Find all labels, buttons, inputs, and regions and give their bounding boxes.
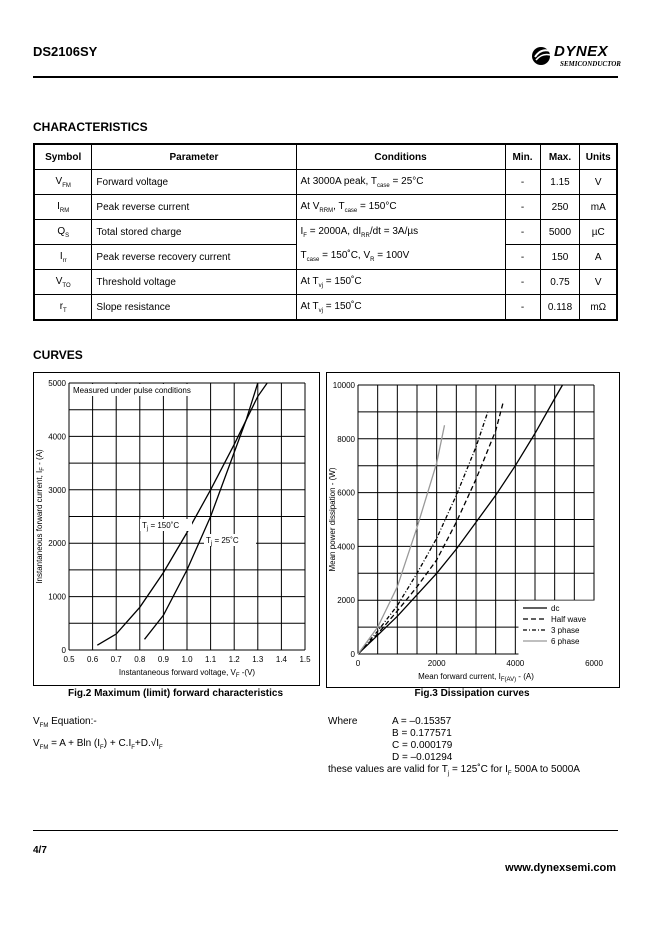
- page-number: 4/7: [33, 845, 47, 856]
- condition-part: T: [300, 250, 307, 262]
- conditions-cell: [296, 170, 505, 195]
- x-tick-label: 6000: [585, 659, 603, 668]
- parameter-cell: Peak reverse recovery current: [92, 245, 296, 270]
- table-row: [34, 220, 617, 245]
- x-label-text: Instantaneous forward voltage, V: [118, 668, 236, 677]
- min-cell: -: [505, 270, 540, 295]
- validity-part: these values are valid for T: [328, 764, 448, 775]
- eq-title-sym: V: [33, 716, 40, 727]
- min-cell: -: [505, 195, 540, 220]
- series-label-t: T: [206, 536, 211, 545]
- coef-b: B = 0.177571: [392, 728, 452, 739]
- fig2-caption: Fig.2 Maximum (limit) forward characteristics: [67, 688, 284, 699]
- coefficients: [392, 716, 452, 764]
- characteristics-table: [33, 143, 618, 321]
- symbol: Q: [57, 225, 66, 237]
- column-header: Conditions: [296, 144, 505, 170]
- formula-part: F: [100, 745, 104, 751]
- x-axis-label: [119, 668, 256, 679]
- formula-part: F: [131, 745, 135, 751]
- x-tick-label: 0.8: [134, 655, 146, 664]
- symbol: r: [59, 300, 64, 312]
- condition-part: F: [303, 232, 307, 239]
- y-tick-label: 0: [61, 646, 66, 655]
- footer-rule: [33, 830, 618, 831]
- x-tick-label: 0: [355, 659, 361, 668]
- unit-cell: V: [580, 170, 617, 195]
- symbol-subscript: S: [65, 232, 70, 239]
- formula-part: +D.√I: [134, 738, 160, 749]
- condition-part: RR: [361, 232, 370, 239]
- x-tick-label: 1.5: [299, 655, 311, 664]
- y-tick-label: 2000: [48, 539, 66, 549]
- series-label-t: T: [142, 521, 147, 530]
- where-label: Where: [328, 716, 358, 727]
- condition-part: vj: [318, 282, 323, 289]
- symbol-subscript: rr: [62, 257, 67, 264]
- unit-cell: µC: [580, 220, 617, 245]
- symbol-subscript: FM: [62, 182, 71, 189]
- condition-part: = 150°C: [357, 200, 397, 212]
- validity-part: j: [447, 771, 450, 777]
- parameter-cell: Peak reverse current: [92, 195, 296, 220]
- series-line-tj-25-c: [145, 383, 258, 639]
- coef-c: C = 0.000179: [392, 740, 453, 751]
- x-tick-label: 1.0: [181, 655, 193, 664]
- condition-part: = 100V: [374, 250, 410, 262]
- logo-brand: DYNEX: [554, 43, 609, 60]
- legend-label: 3 phase: [551, 626, 580, 635]
- x-label-text: Mean forward current, I: [418, 672, 501, 681]
- x-label-suffix: - (A): [516, 672, 534, 681]
- column-header: Max.: [540, 144, 580, 170]
- legend-label: Half wave: [551, 615, 587, 624]
- series-line-tj-150-c: [97, 383, 267, 645]
- validity-part: = 125˚C for I: [449, 764, 508, 775]
- max-cell: 1.15: [540, 170, 580, 195]
- x-tick-label: 4000: [506, 659, 525, 668]
- x-tick-label: 0.5: [63, 655, 75, 664]
- condition-part: RRM: [319, 207, 334, 214]
- pulse-annotation: Measured under pulse conditions: [73, 386, 191, 395]
- formula-part: ) + C.I: [103, 738, 132, 749]
- x-label-sub: F(AV): [500, 677, 517, 683]
- document-id: DS2106SY: [33, 44, 98, 59]
- equation-formula: [33, 738, 163, 751]
- condition-part: = 150˚C, V: [319, 250, 371, 262]
- condition-part: R: [370, 257, 375, 264]
- condition-part: = 25°C: [389, 175, 424, 187]
- max-cell: 0.118: [540, 295, 580, 321]
- eq-title-sub: FM: [39, 723, 49, 729]
- condition-part: /dt = 3A/µs: [369, 225, 419, 237]
- fig2-chart-frame: [33, 372, 320, 686]
- condition-part: I: [300, 225, 304, 237]
- formula-part: FM: [39, 745, 49, 751]
- y-tick-label: 1000: [48, 592, 66, 602]
- y-tick-label: 0: [350, 650, 355, 659]
- symbol-cell: [34, 245, 92, 270]
- coef-d: D = –0.01294: [392, 752, 453, 763]
- x-tick-label: 0.9: [157, 655, 169, 664]
- fig3-chart: [327, 373, 619, 687]
- symbol-subscript: RM: [59, 207, 70, 214]
- fig3-chart-frame: [326, 372, 620, 688]
- x-label-suffix: -(V): [239, 668, 256, 677]
- formula-part: = A + Bln (I: [48, 738, 101, 749]
- x-axis-label: [418, 672, 534, 683]
- max-cell: 250: [540, 195, 580, 220]
- x-tick-label: 1.3: [252, 655, 264, 664]
- condition-part: case: [377, 182, 390, 189]
- table-row: [34, 295, 617, 321]
- max-cell: 150: [540, 245, 580, 270]
- validity-note: [328, 764, 580, 777]
- symbol-cell: [34, 195, 92, 220]
- column-header: Symbol: [34, 144, 92, 170]
- x-tick-label: 0.7: [110, 655, 122, 664]
- y-tick-label: 4000: [337, 542, 355, 552]
- condition-part: case: [306, 257, 320, 264]
- y-tick-label: 8000: [337, 434, 355, 444]
- parameter-cell: Slope resistance: [92, 295, 296, 321]
- column-header: Parameter: [92, 144, 296, 170]
- condition-part: , T: [333, 200, 345, 212]
- table-header-row: [34, 144, 617, 170]
- equation-title: [33, 716, 97, 729]
- table-row: [34, 195, 617, 220]
- y-label-sub: F: [40, 467, 46, 471]
- symbol-cell: [34, 170, 92, 195]
- logo-swoosh-icon: [530, 45, 552, 65]
- dynex-logo: [530, 45, 620, 73]
- condition-part: At V: [300, 200, 320, 212]
- column-header: Min.: [505, 144, 540, 170]
- y-tick-label: 2000: [337, 596, 355, 606]
- eq-title-rest: Equation:-: [48, 716, 97, 727]
- unit-cell: A: [580, 245, 617, 270]
- website-url: www.dynexsemi.com: [505, 862, 616, 874]
- logo-sub: SEMICONDUCTOR: [560, 60, 621, 68]
- section-characteristics: CHARACTERISTICS: [33, 120, 148, 134]
- fig3-caption: Fig.3 Dissipation curves: [414, 688, 530, 699]
- max-cell: 5000: [540, 220, 580, 245]
- symbol: I: [59, 250, 63, 262]
- formula-part: F: [159, 745, 163, 751]
- y-tick-label: 10000: [332, 381, 355, 390]
- condition-part: At T: [300, 275, 319, 287]
- conditions-cell: [296, 270, 505, 295]
- min-cell: -: [505, 170, 540, 195]
- legend-label: dc: [551, 604, 560, 613]
- table-row: [34, 170, 617, 195]
- y-label-suffix: - (A): [35, 449, 44, 468]
- conditions-cell: [296, 295, 505, 321]
- condition-part: At T: [300, 300, 319, 312]
- symbol-cell: [34, 220, 92, 245]
- y-axis-label: [35, 449, 46, 584]
- symbol: V: [55, 175, 63, 187]
- symbol: I: [57, 200, 60, 212]
- unit-cell: mΩ: [580, 295, 617, 321]
- x-tick-label: 1.4: [275, 655, 287, 664]
- min-cell: -: [505, 295, 540, 321]
- parameter-cell: Forward voltage: [92, 170, 296, 195]
- conditions-cell: [296, 245, 505, 270]
- min-cell: -: [505, 220, 540, 245]
- x-tick-label: 0.6: [87, 655, 99, 664]
- x-tick-label: 1.1: [205, 655, 217, 664]
- column-header: Units: [580, 144, 617, 170]
- y-tick-label: 5000: [48, 379, 66, 388]
- conditions-cell: [296, 220, 505, 245]
- y-label-text: Mean power dissipation - (W): [328, 467, 337, 572]
- unit-cell: mA: [580, 195, 617, 220]
- condition-part: = 2000A, dI: [306, 225, 362, 237]
- validity-part: 500A to 5000A: [511, 764, 580, 775]
- condition-part: = 150˚C: [323, 275, 362, 287]
- x-tick-label: 1.2: [228, 655, 240, 664]
- series-label-suffix: = 25˚C: [212, 536, 239, 545]
- symbol: V: [55, 275, 63, 287]
- conditions-cell: [296, 195, 505, 220]
- y-label-text: Instantaneous forward current, I: [35, 470, 44, 584]
- condition-part: case: [344, 207, 358, 214]
- parameter-cell: Total stored charge: [92, 220, 296, 245]
- condition-part: = 150˚C: [323, 300, 362, 312]
- formula-part: V: [33, 738, 40, 749]
- series-label-sub: j: [210, 541, 213, 547]
- condition-part: At 3000A peak, T: [300, 175, 378, 187]
- series-label-sub: j: [146, 526, 149, 532]
- min-cell: -: [505, 245, 540, 270]
- x-tick-label: 2000: [427, 659, 446, 668]
- series-label-suffix: = 150˚C: [148, 521, 180, 530]
- symbol-cell: [34, 295, 92, 321]
- legend-label: 6 phase: [551, 637, 580, 646]
- symbol-subscript: T: [63, 307, 67, 314]
- y-tick-label: 6000: [337, 488, 355, 498]
- header-rule: [33, 76, 618, 78]
- y-axis-label: [328, 467, 337, 571]
- symbol-cell: [34, 270, 92, 295]
- table-row: [34, 245, 617, 270]
- table-row: [34, 270, 617, 295]
- x-label-sub: F: [235, 673, 240, 679]
- unit-cell: V: [580, 270, 617, 295]
- fig2-chart: [34, 373, 319, 685]
- max-cell: 0.75: [540, 270, 580, 295]
- y-tick-label: 3000: [48, 485, 66, 495]
- series-line-6-phase: [358, 425, 445, 654]
- symbol-subscript: TO: [62, 282, 71, 289]
- validity-part: F: [507, 771, 512, 777]
- parameter-cell: Threshold voltage: [92, 270, 296, 295]
- section-curves: CURVES: [33, 348, 83, 362]
- coef-a: A = –0.15357: [392, 716, 452, 727]
- y-tick-label: 4000: [48, 432, 66, 442]
- condition-part: vj: [318, 307, 323, 314]
